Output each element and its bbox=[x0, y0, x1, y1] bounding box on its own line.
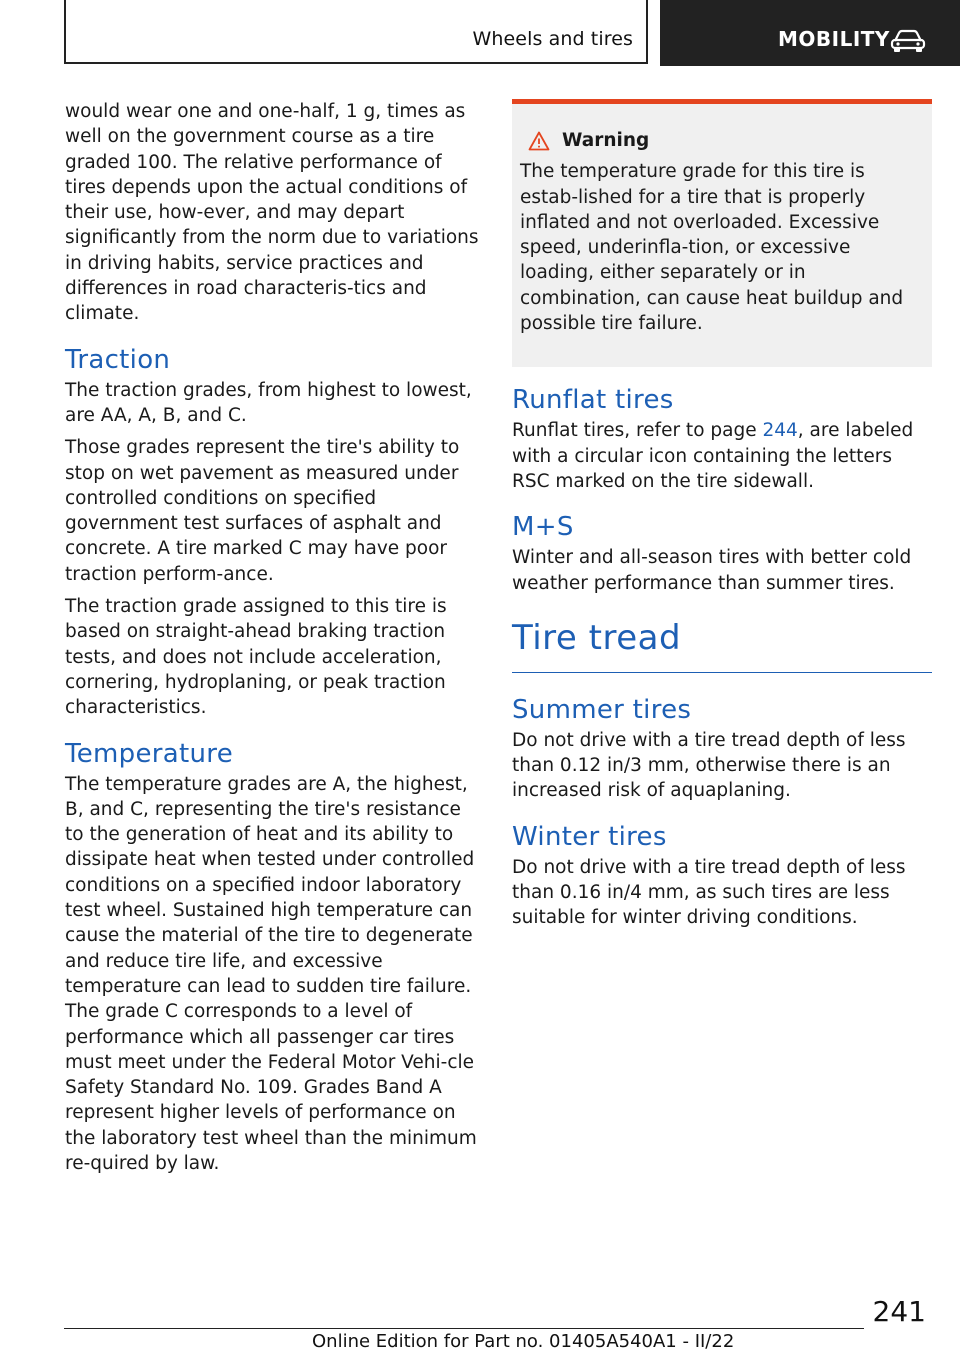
runflat-heading: Runflat tires bbox=[512, 385, 674, 416]
traction-paragraph-1: The traction grades, from highest to lowest, are AA, A, B, and C. bbox=[65, 379, 472, 426]
traction-heading: Traction bbox=[65, 344, 171, 375]
header-section-box bbox=[64, 0, 648, 64]
ms-paragraph: Winter and all-season tires with better cold weather performance than summer tires. bbox=[512, 547, 912, 594]
intro-paragraph: would wear one and one-half, 1 g, times as well on the government course as a tire graded 100. The relative performance of tires depends upon the actual conditions of their use, how-ever, and may depart significantly from the norm due to variations in driving habits, service practices and differences in road characteris-tics and climate. bbox=[65, 101, 479, 325]
right-column bbox=[512, 99, 932, 938]
winter-tires-heading: Winter tires bbox=[512, 821, 667, 852]
summer-tires-heading: Summer tires bbox=[512, 694, 692, 725]
ms-heading: M+S bbox=[512, 512, 574, 543]
warning-triangle-icon bbox=[528, 131, 550, 151]
runflat-text-after: , are labeled with a circular icon containing the letters RSC marked on the tire sidewall. bbox=[512, 420, 914, 492]
footer-edition: Online Edition for Part no. 01405A540A1 - II/22 bbox=[312, 1331, 735, 1352]
runflat-paragraph bbox=[512, 418, 932, 494]
warning-title: Warning bbox=[562, 130, 650, 151]
traction-paragraph-2: Those grades represent the tire's ability to stop on wet pavement as measured under controlled conditions on specified government test surfaces of asphalt and concrete. A tire marked C may have poor traction perform-ance. bbox=[65, 437, 460, 585]
runflat-text-before: Runflat tires, refer to page bbox=[512, 420, 763, 442]
car-icon bbox=[890, 28, 926, 54]
left-column bbox=[65, 99, 483, 1183]
page-number: 241 bbox=[872, 1295, 926, 1328]
warning-header bbox=[520, 128, 922, 153]
section-title: Wheels and tires bbox=[472, 28, 633, 50]
traction-paragraph-3: The traction grade assigned to this tire is based on straight-ahead braking traction tests, and does not include acceleration, cornering, hydroplaning, or peak traction characteristics. bbox=[65, 596, 447, 719]
winter-tires-paragraph: Do not drive with a tire tread depth of less than 0.16 in/4 mm, as such tires are less suitable for winter driving conditions. bbox=[512, 856, 906, 929]
warning-box bbox=[512, 99, 932, 367]
chapter-title: MOBILITY bbox=[778, 27, 890, 51]
temperature-paragraph: The temperature grades are A, the highest, B, and C, representing the tire's resistance to the generation of heat and its ability to dissipate heat when tested under controlled conditions on a specified indoor laboratory test wheel. Sustained high temperature can cause the material of the tire to degenerate and reduce tire life, and excessive temperature can lead to sudden tire failure. The grade C corresponds to a level of performance which all passenger car tires must meet under the Federal Motor Vehi-cle Safety Standard No. 109. Grades Band A represent higher levels of performance on the laboratory test wheel than the minimum re-quired by law. bbox=[65, 773, 477, 1174]
footer-divider bbox=[64, 1328, 864, 1329]
header-chapter-tab[interactable] bbox=[660, 0, 960, 66]
page-reference-link[interactable]: 244 bbox=[762, 420, 798, 442]
temperature-heading: Temperature bbox=[65, 738, 233, 769]
tire-tread-heading: Tire tread bbox=[512, 618, 932, 673]
warning-body: The temperature grade for this tire is estab-lished for a tire that is properly inflated and not overloaded. Excessive speed, underinfla-tion, or excessive loading, either separately or in combination, can cause heat buildup and possible tire failure. bbox=[520, 161, 904, 335]
summer-tires-paragraph: Do not drive with a tire tread depth of less than 0.12 in/3 mm, otherwise there is an increased risk of aquaplaning. bbox=[512, 729, 906, 802]
